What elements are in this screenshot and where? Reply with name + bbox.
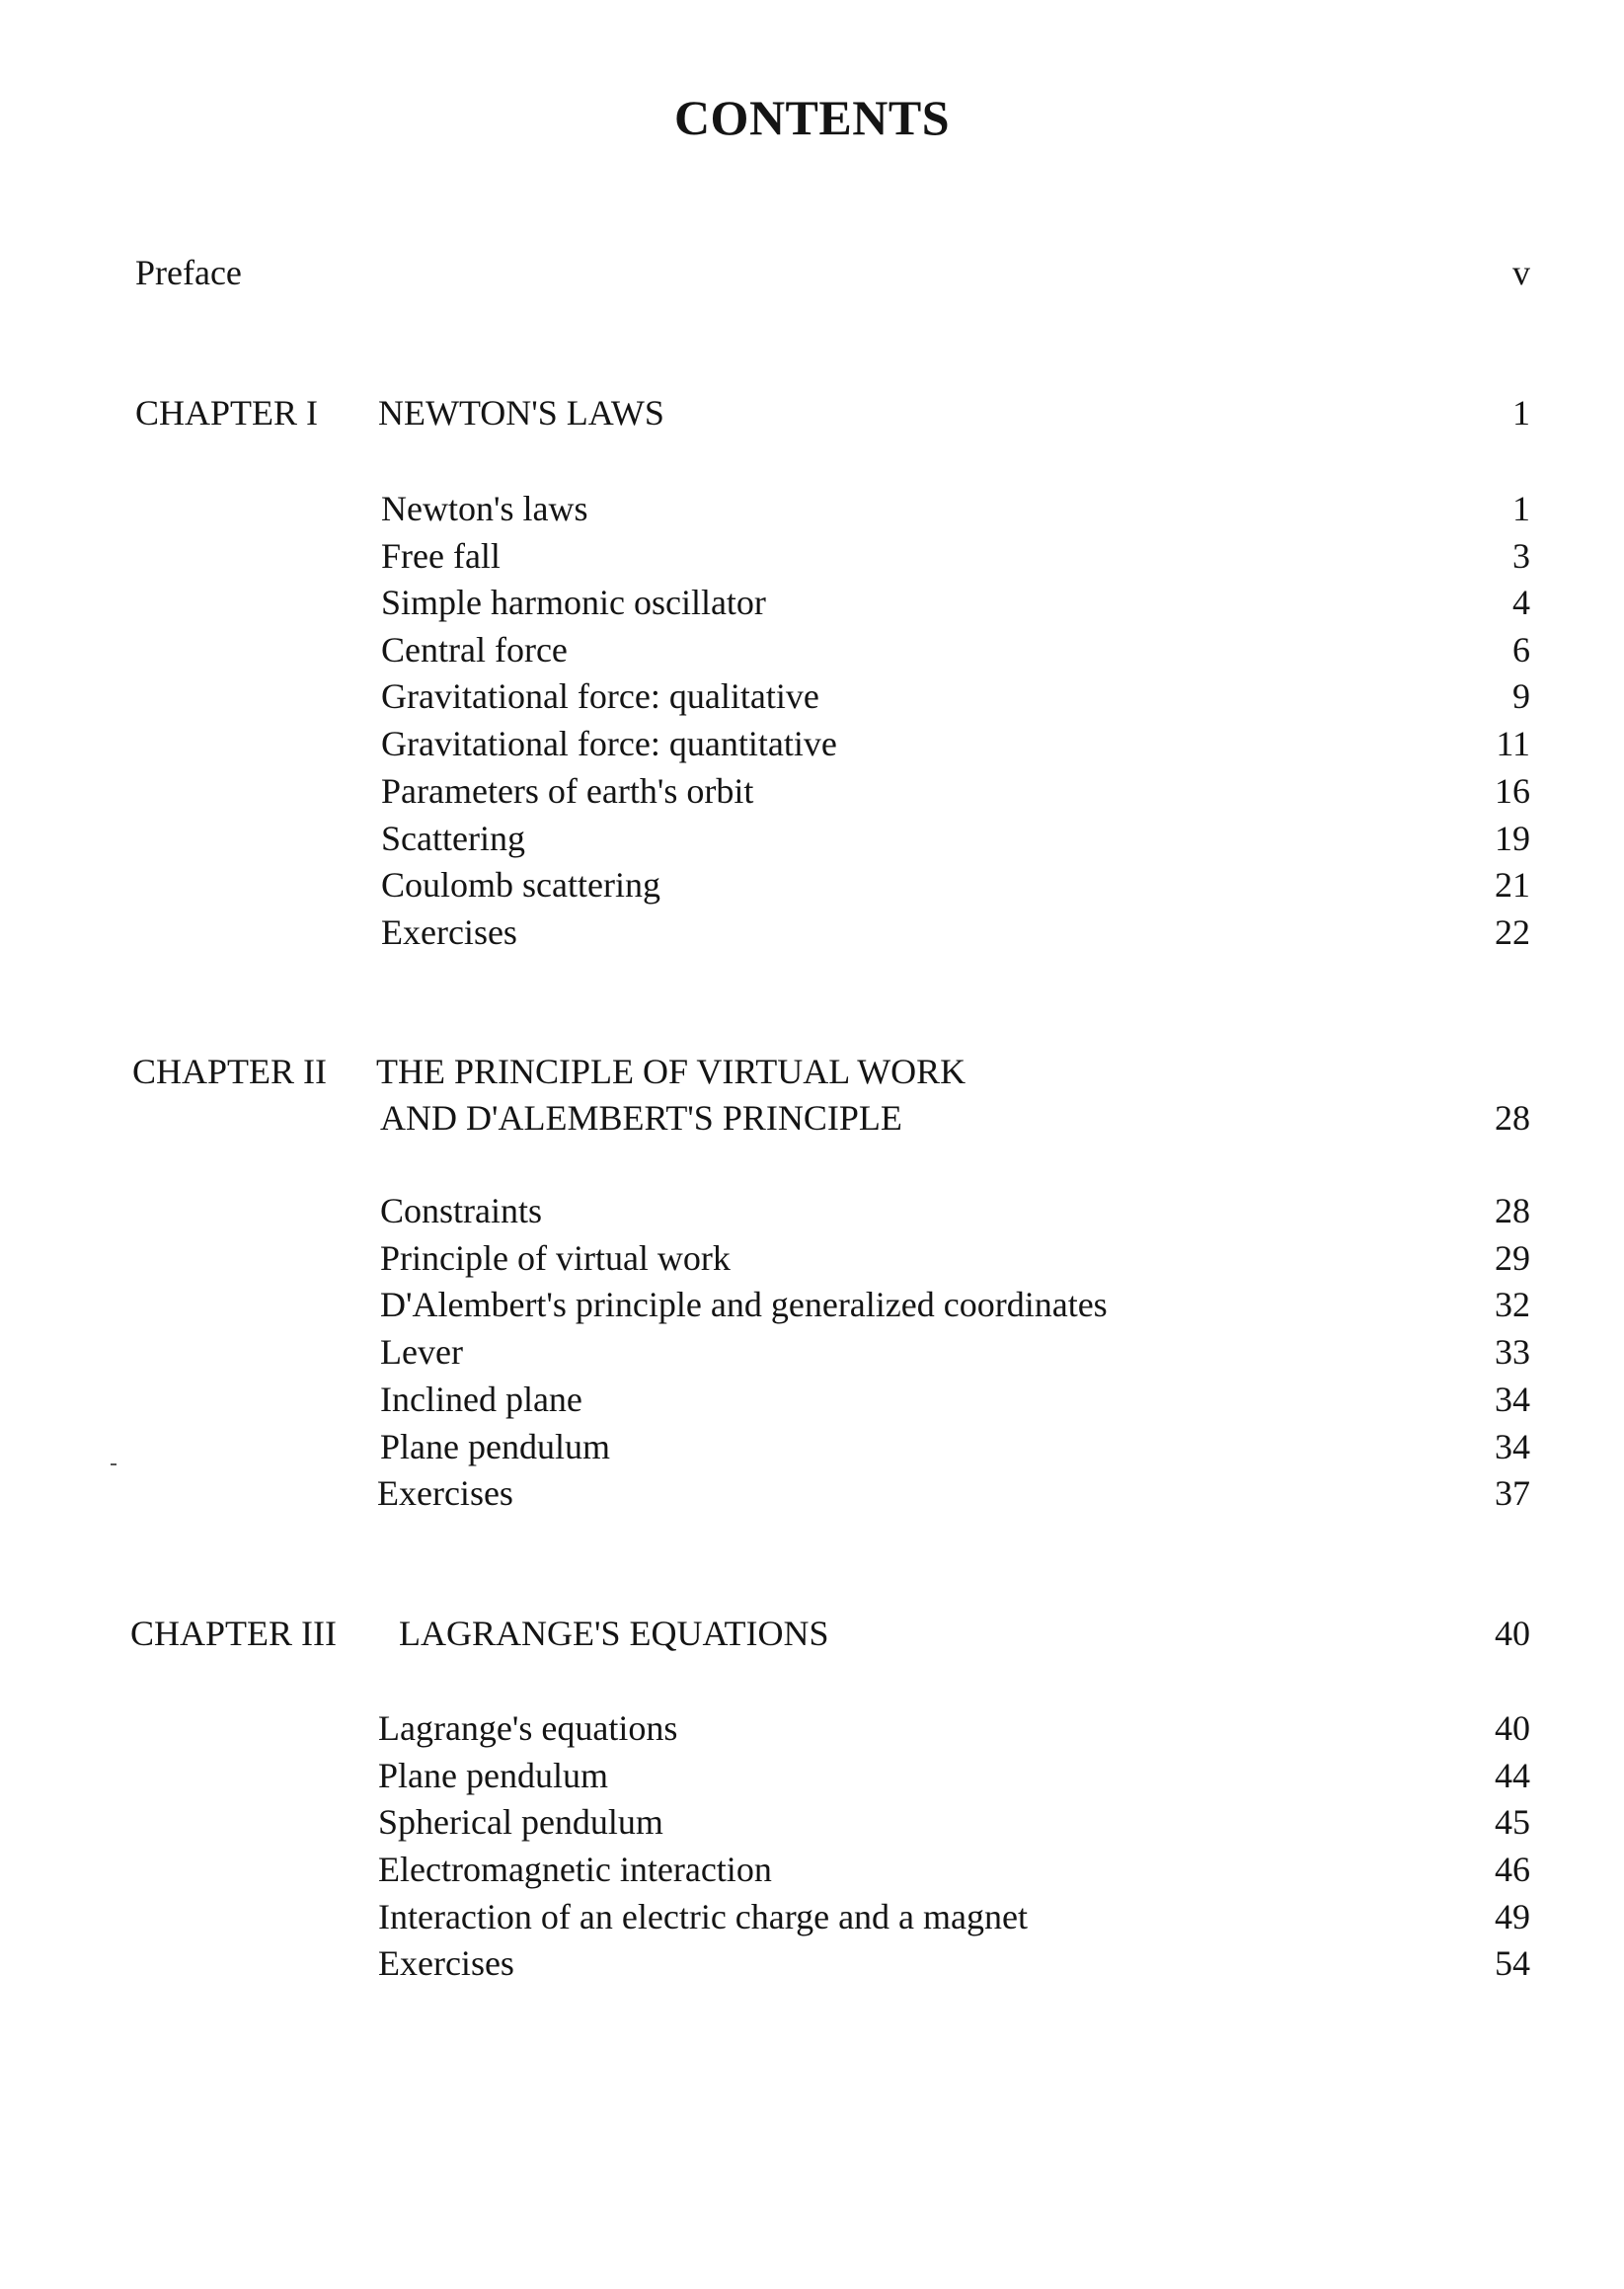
section-title: Parameters of earth's orbit xyxy=(381,771,754,811)
chapter-1-page: 1 xyxy=(1512,393,1530,433)
section-title: Plane pendulum xyxy=(378,1756,608,1795)
section-title: Coulomb scattering xyxy=(381,865,660,905)
section-page: 32 xyxy=(1495,1285,1530,1324)
section-title: Exercises xyxy=(378,1943,514,1983)
section-page: 22 xyxy=(1495,912,1530,952)
section-title: Exercises xyxy=(377,1473,513,1513)
section-title: Free fall xyxy=(381,536,501,576)
chapter-1-title: NEWTON'S LAWS xyxy=(378,393,664,433)
preface-page: v xyxy=(1512,253,1530,292)
section-title: D'Alembert's principle and generalized coordinates xyxy=(380,1285,1108,1324)
section-page: 34 xyxy=(1495,1380,1530,1419)
chapter-3-number: CHAPTER III xyxy=(130,1614,337,1653)
section-page: 45 xyxy=(1495,1802,1530,1842)
section-title: Principle of virtual work xyxy=(380,1238,731,1278)
section-page: 40 xyxy=(1495,1708,1530,1748)
section-page: 44 xyxy=(1495,1756,1530,1795)
section-title: Electromagnetic interaction xyxy=(378,1850,772,1889)
section-title: Gravitational force: quantitative xyxy=(381,724,837,763)
section-page: 34 xyxy=(1495,1427,1530,1466)
section-page: 33 xyxy=(1495,1332,1530,1372)
section-page: 54 xyxy=(1495,1943,1530,1983)
section-page: 1 xyxy=(1512,489,1530,528)
chapter-2-page: 28 xyxy=(1495,1098,1530,1138)
chapter-2-title-line-2: AND D'ALEMBERT'S PRINCIPLE xyxy=(380,1098,902,1138)
section-title: Gravitational force: qualitative xyxy=(381,676,819,716)
section-title: Newton's laws xyxy=(381,489,588,528)
scan-speck xyxy=(111,1463,116,1465)
section-page: 29 xyxy=(1495,1238,1530,1278)
section-title: Central force xyxy=(381,630,568,670)
section-page: 37 xyxy=(1495,1473,1530,1513)
section-title: Inclined plane xyxy=(380,1380,582,1419)
section-page: 46 xyxy=(1495,1850,1530,1889)
section-title: Interaction of an electric charge and a magnet xyxy=(378,1897,1028,1936)
section-page: 19 xyxy=(1495,819,1530,858)
chapter-3-page: 40 xyxy=(1495,1614,1530,1653)
section-page: 9 xyxy=(1512,676,1530,716)
chapter-1-number: CHAPTER I xyxy=(135,393,319,433)
section-page: 49 xyxy=(1495,1897,1530,1936)
section-title: Exercises xyxy=(381,912,517,952)
section-page: 3 xyxy=(1512,536,1530,576)
section-title: Constraints xyxy=(380,1191,543,1230)
section-title: Simple harmonic oscillator xyxy=(381,583,766,622)
section-page: 21 xyxy=(1495,865,1530,905)
section-title: Scattering xyxy=(381,819,525,858)
chapter-3-title: LAGRANGE'S EQUATIONS xyxy=(399,1614,829,1653)
section-title: Lagrange's equations xyxy=(378,1708,678,1748)
section-title: Spherical pendulum xyxy=(378,1802,663,1842)
section-page: 4 xyxy=(1512,583,1530,622)
section-page: 6 xyxy=(1512,630,1530,670)
section-page: 16 xyxy=(1495,771,1530,811)
section-title: Plane pendulum xyxy=(380,1427,610,1466)
chapter-2-number: CHAPTER II xyxy=(132,1052,327,1091)
page-title: CONTENTS xyxy=(673,90,951,145)
section-title: Lever xyxy=(380,1332,463,1372)
section-page: 28 xyxy=(1495,1191,1530,1230)
chapter-2-title-line-1: THE PRINCIPLE OF VIRTUAL WORK xyxy=(376,1052,967,1091)
preface-label: Preface xyxy=(135,253,242,292)
section-page: 11 xyxy=(1496,724,1530,763)
